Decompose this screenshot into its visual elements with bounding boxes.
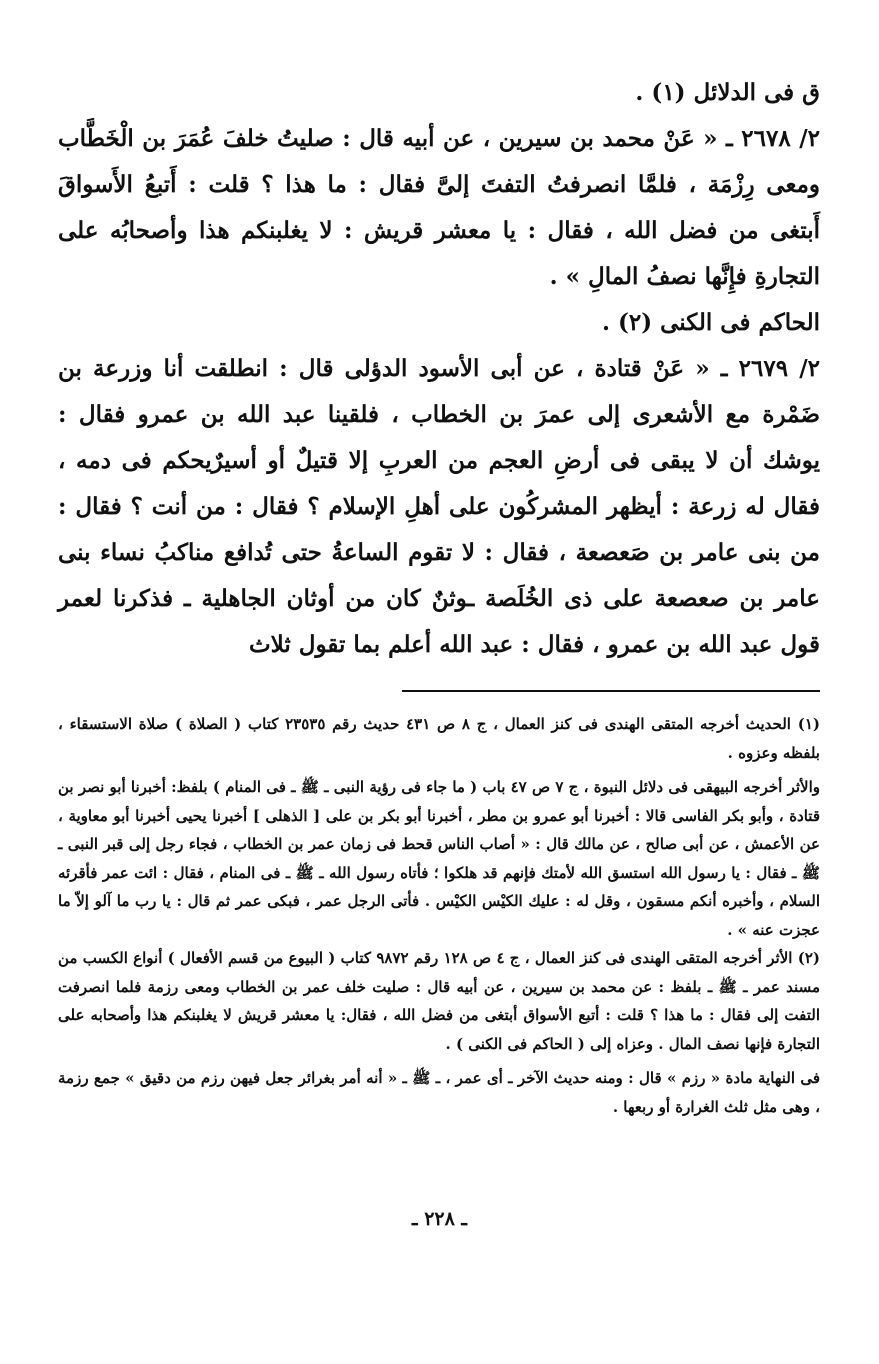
paragraph-source-dalail: ق فى الدلائل (١) .	[635, 79, 820, 106]
footnote-divider	[402, 690, 820, 692]
page-number: ـ ٢٢٨ ـ	[412, 1208, 467, 1230]
footnote-1-continued: والأثر أخرجه البيهقى فى دلائل النبوة ، ج ٧ ص ٤٧ باب ( ما جاء فى رؤية النبى ـ ﷺ ـ فى المنام ) بلفظ: أخبرنا أبو نصر بن قتادة ، وأبو بكر الفاسى قالا : أخبرنا أبو عمرو بن مطر ، أخبرنا أبو بكر بن على [ الذهلى ] أخبرنا يحيى أخبرنا أبو معاوية ، عن الأعمش ، عن أبى صالح ، عن مالك قال : « أصاب الناس قحط فى زمان عمر بن الخطاب ، فجاء رجل إلى قبر النبى ـ ﷺ ـ فقال : يا رسول الله استسق الله لأمتك فإنهم قد هلكوا ؛ فأتاه رسول الله ـ ﷺ ـ فى المنام ، فقال : ائت عمر فأقرئه السلام ، وأخبره أنكم مسقون ، وقل له : عليك الكيْس الكيْس . فأتى الرجل عمر ، فبكى عمر ثم قال : يا رب ما آلو إلاّ ما عجزت عنه » .	[58, 778, 820, 939]
main-text	[58, 70, 820, 668]
footnote-2-continued: فى النهاية مادة « رزم » قال : ومنه حديث الآخر ـ أى عمر ، ـ ﷺ ـ « أنه أمر بغرائر جعل فيهن رزم من دقيق » جمع رزمة ، وهى مثل ثلث الغرارة أو ربعها .	[58, 1069, 820, 1116]
paragraph-source-hakim: الحاكم فى الكنى (٢) .	[601, 309, 820, 336]
hadith-2679: ٢/ ٢٦٧٩ ـ « عَنْ قتادة ، عن أبى الأسود الدؤلى قال : انطلقت أنا وزرعة بن ضَمْرة مع الأشعرى إلى عمرَ بن الخطاب ، فلقينا عبد الله بن عمرو فقال : يوشك أن لا يبقى فى أرضِ العجم من العربِ إلا قتيلٌ أو أسيرٌيحكم فى دمه ، فقال له زرعة : أيظهر المشركُون على أهلِ الإسلام ؟ فقال : من أنت ؟ فقال : من بنى عامر بن صَعصعة ، فقال : لا تقوم الساعةُ حتى تُدافع مناكبُ نساء بنى عامر بن صعصعة على ذى الخُلَصة ـوثنٌ كان من أوثان الجاهلية ـ فذكرنا لعمر قول عبد الله بن عمرو ، فقال : عبد الله أعلم بما تقول ثلاث	[58, 355, 820, 658]
book-page	[58, 70, 820, 1310]
footnotes	[58, 710, 820, 1121]
footnote-2: (٢) الأثر أخرجه المتقى الهندى فى كنز العمال ، ج ٤ ص ١٢٨ رقم ٩٨٧٢ كتاب ( البيوع من قسم الأفعال ) أنواع الكسب من مسند عمر ـ ﷺ ـ بلفظ : عن محمد بن سيرين ، عن أبيه قال : صليت خلف عمر بن الخطاب ومعى رزمة فلما انصرفت التفت إلى فقال : ما هذا ؟ قلت : أتبع الأسواق أبتغى من فضل الله ، فقال: يا معشر قريش لا يغلبنكم هذا وأصحابه على التجارة فإنها نصف المال . وعزاه إلى ( الحاكم فى الكنى ) .	[58, 949, 820, 1053]
footnote-1: (١) الحديث أخرجه المتقى الهندى فى كنز العمال ، ج ٨ ص ٤٣١ حديث رقم ٢٣٥٣٥ كتاب ( الصلاة ) صلاة الاستسقاء ، بلفظه وعزوه .	[58, 715, 820, 762]
hadith-2678: ٢/ ٢٦٧٨ ـ « عَنْ محمد بن سيرين ، عن أبيه قال : صليتُ خلفَ عُمَرَ بن الْخَطَّاب ومعى رِزْمَة ، فلمَّا انصرفتُ التفتَ إلىَّ فقال : ما هذا ؟ قلت : أَتبعُ الأَسواقَ أَبتغى من فضل الله ، فقال : يا معشر قريش : لا يغلبنكم هذا وأصحابُه على التجارةِ فإِنَّها نصفُ المالِ » .	[58, 125, 820, 290]
